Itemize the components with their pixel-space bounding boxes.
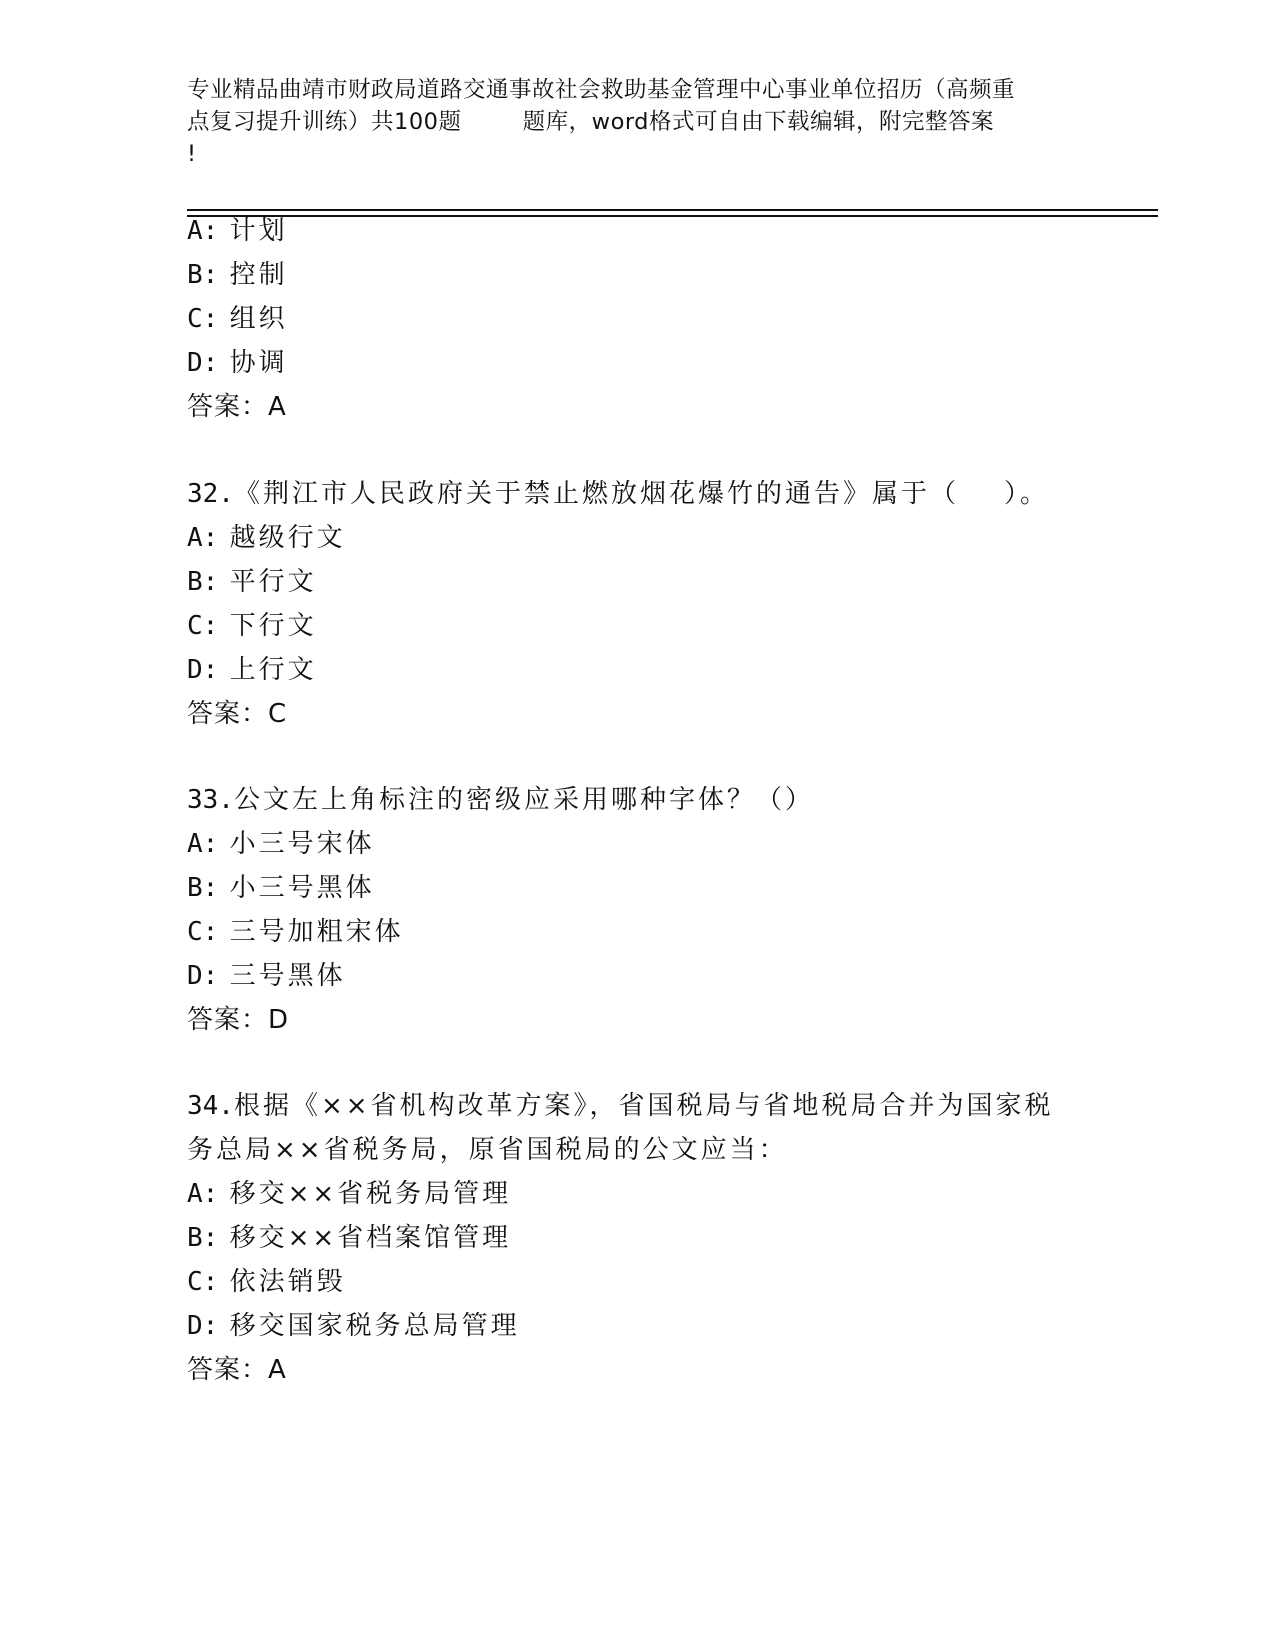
- q33-option-b: B: 小三号黑体: [187, 873, 375, 903]
- q31-option-c: C: 组织: [187, 304, 288, 334]
- q33-option-d: D: 三号黑体: [187, 961, 346, 991]
- q32-option-a: A: 越级行文: [187, 523, 346, 553]
- header-divider-bottom: [187, 215, 1158, 217]
- q33-option-a: A: 小三号宋体: [187, 829, 375, 859]
- q32-option-c: C: 下行文: [187, 611, 317, 641]
- q32-option-b: B: 平行文: [187, 567, 317, 597]
- header-line-1: 专业精品曲靖市财政局道路交通事故社会救助基金管理中心事业单位招历（高频重: [187, 77, 1016, 103]
- header-line-2: 点复习提升训练）共100题 题库，word格式可自由下载编辑，附完整答案: [187, 109, 994, 135]
- q34-stem-line-2: 务总局××省税务局，原省国税局的公文应当：: [187, 1135, 788, 1165]
- q34-option-b: B: 移交××省档案馆管理: [187, 1223, 512, 1253]
- q33-stem: 33.公文左上角标注的密级应采用哪种字体？（）: [187, 785, 814, 815]
- q31-option-d: D: 协调: [187, 348, 288, 378]
- q31-answer: 答案：A: [187, 392, 286, 422]
- document-header: [187, 74, 1087, 170]
- header-divider-top: [187, 209, 1158, 211]
- q32-option-d: D: 上行文: [187, 655, 317, 685]
- q34-option-a: A: 移交××省税务局管理: [187, 1179, 512, 1209]
- q31-option-a: A: 计划: [187, 216, 288, 246]
- q31-option-b: B: 控制: [187, 260, 288, 290]
- q32-answer: 答案：C: [187, 699, 287, 729]
- q32-stem: 32.《荆江市人民政府关于禁止燃放烟花爆竹的通告》属于（ ）。: [187, 479, 1050, 509]
- q33-answer: 答案：D: [187, 1005, 289, 1035]
- q33-option-c: C: 三号加粗宋体: [187, 917, 404, 947]
- header-line-3: !: [187, 141, 197, 167]
- q34-option-c: C: 依法销毁: [187, 1267, 346, 1297]
- q34-option-d: D: 移交国家税务总局管理: [187, 1311, 520, 1341]
- q34-answer: 答案：A: [187, 1355, 286, 1385]
- q34-stem-line-1: 34.根据《××省机构改革方案》，省国税局与省地税局合并为国家税: [187, 1091, 1054, 1121]
